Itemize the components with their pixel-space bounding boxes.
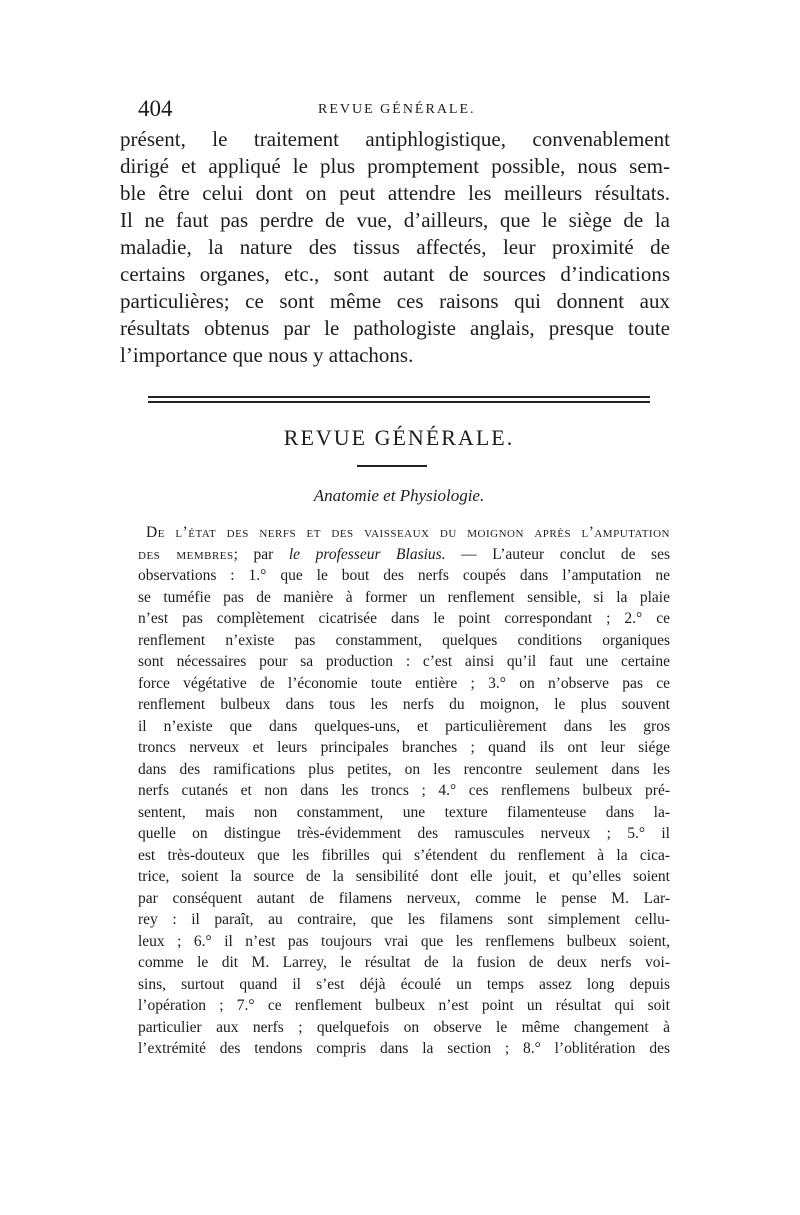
text-line: l’extrémité des tendons compris dans la section ; 8.° l’oblitération des bbox=[138, 1040, 670, 1057]
text-line: par conséquent autant de filamens nerveux, comme le pense M. Lar- bbox=[138, 889, 670, 907]
article-heading-caps: des membres bbox=[138, 545, 234, 563]
page-number: 404 bbox=[138, 96, 173, 121]
heading-continuation: — L’auteur conclut de ses bbox=[445, 545, 671, 563]
running-title: REVUE GÉNÉRALE. bbox=[318, 102, 476, 117]
heading-separator: ; par bbox=[233, 545, 274, 563]
text-line: nerfs cutanés et non dans les troncs ; 4.° ces renflemens bulbeux pré- bbox=[138, 782, 670, 799]
article-heading: De l’état des nerfs et des vaisseaux du moignon après l’amputation bbox=[146, 524, 670, 541]
text-line: observations : 1.° que le bout des nerfs coupés dans l’amputation ne bbox=[138, 567, 670, 584]
article-heading-line bbox=[138, 522, 670, 544]
double-rule-divider bbox=[148, 396, 650, 403]
text-line: est très-douteux que les fibrilles qui s’étendent du renflement à la cica- bbox=[138, 846, 670, 864]
text-line: rey : il paraît, au contraire, que les filamens sont simplement cellu- bbox=[138, 911, 670, 928]
text-line: renflement bulbeux dans tous les nerfs du moignon, le plus souvent bbox=[138, 696, 670, 713]
text-line: certains organes, etc., sont autant de sources d’indications bbox=[120, 262, 670, 286]
text-line: maladie, la nature des tissus affectés, leur proximité de bbox=[120, 235, 670, 259]
text-line: l’opération ; 7.° ce renflement bulbeux n’est point un résultat qui soit bbox=[138, 997, 670, 1014]
text-line: ble être celui dont on peut attendre les meilleurs résultats. bbox=[120, 181, 670, 205]
article-author: le professeur Blasius. bbox=[288, 545, 446, 563]
text-line: renflement n’existe pas constamment, quelques conditions organiques bbox=[138, 631, 670, 649]
running-head bbox=[138, 96, 670, 122]
section-title: REVUE GÉNÉRALE. bbox=[283, 425, 515, 450]
text-line: n’est pas complètement cicatrisée dans le point correspondant ; 2.° ce bbox=[138, 610, 670, 627]
text-line: sentent, mais non constamment, une texture filamenteuse dans la- bbox=[138, 803, 670, 821]
text-line: il n’existe que dans quelques-uns, et particulièrement dans les gros bbox=[138, 717, 670, 735]
short-rule-divider bbox=[357, 465, 427, 467]
text-line: Il ne faut pas perdre de vue, d’ailleurs, que le siège de la bbox=[120, 208, 670, 232]
text-line: trice, soient la source de la sensibilité dont elle jouit, et qu’elles soient bbox=[138, 868, 670, 885]
article-heading-line bbox=[138, 544, 670, 566]
text-line: dirigé et appliqué le plus promptement possible, nous sem- bbox=[120, 154, 670, 178]
text-line: quelle on distingue très-évidemment des ramuscules nerveux ; 5.° il bbox=[138, 825, 670, 842]
text-line: particulières; ce sont même ces raisons qui donnent aux bbox=[120, 289, 670, 313]
text-line: force végétative de l’économie toute entière ; 3.° on n’observe pas ce bbox=[138, 674, 670, 692]
text-line: présent, le traitement antiphlogistique, convenablement bbox=[120, 127, 670, 151]
text-line: comme le dit M. Larrey, le résultat de la fusion de deux nerfs voi- bbox=[138, 954, 670, 971]
text-line: l’importance que nous y attachons. bbox=[120, 343, 414, 367]
text-line: leux ; 6.° il n’est pas toujours vrai que les renflemens bulbeux soient, bbox=[138, 932, 670, 950]
top-paragraph bbox=[120, 126, 670, 369]
text-line: troncs nerveux et leurs principales branches ; quand ils ont leur siége bbox=[138, 739, 670, 756]
article-paragraph bbox=[138, 522, 670, 1060]
text-line: résultats obtenus par le pathologiste anglais, presque toute bbox=[120, 316, 670, 340]
text-line: sins, surtout quand il s’est déjà écoulé un temps assez long depuis bbox=[138, 975, 670, 993]
text-line: particulier aux nerfs ; quelquefois on observe le même changement à bbox=[138, 1018, 670, 1036]
subsection-title: Anatomie et Physiologie. bbox=[313, 486, 485, 505]
text-line: dans des ramifications plus petites, on les rencontre seulement dans les bbox=[138, 760, 670, 778]
text-line: sont nécessaires pour sa production : c’est ainsi qu’il faut une certaine bbox=[138, 653, 670, 670]
text-line: se tuméfie pas de manière à former un renflement sensible, si la plaie bbox=[138, 588, 670, 606]
